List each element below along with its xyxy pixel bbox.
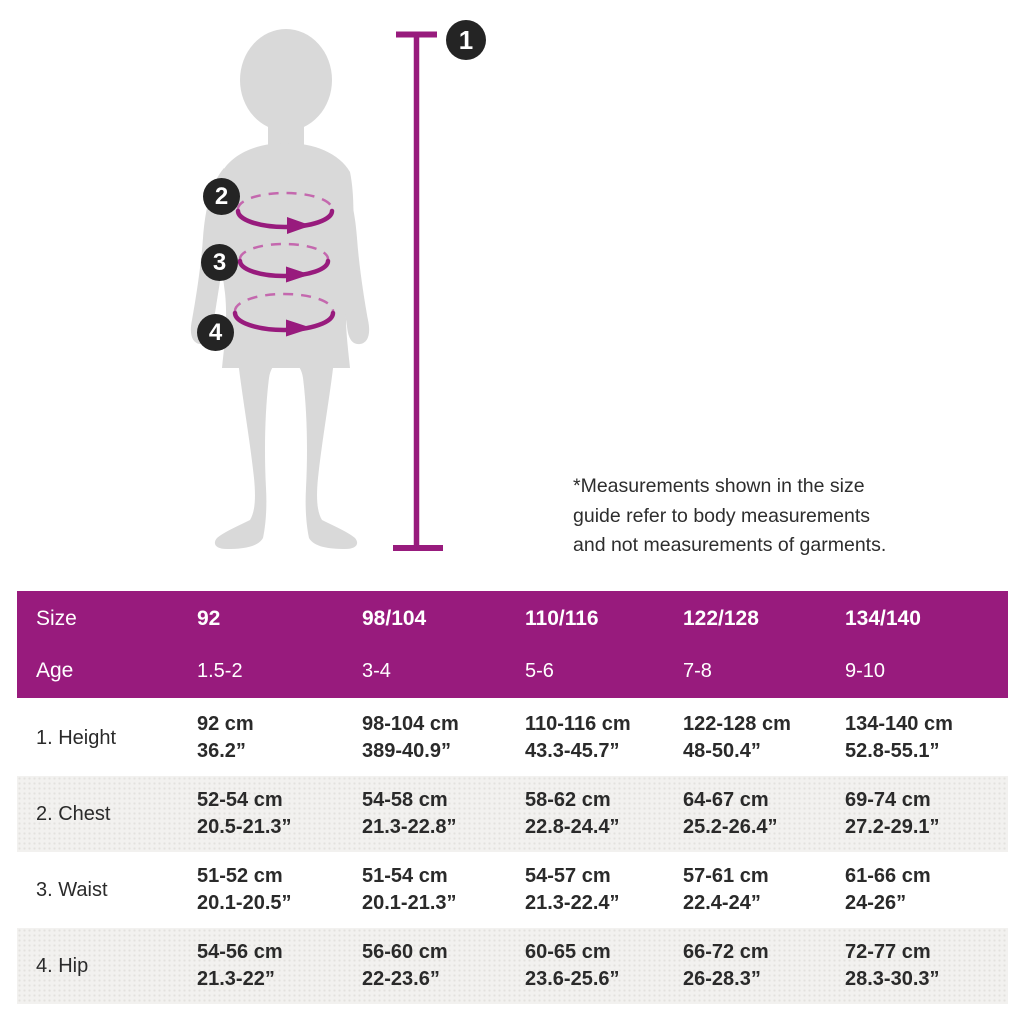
row-label: 2. Chest xyxy=(36,802,111,825)
size-table xyxy=(17,591,1008,1004)
note-line: and not measurements of garments. xyxy=(573,534,887,556)
table-row-hip: 4. Hip 54-56 cm 21.3-22” 56-60 cm 22-23.6” 60-65 cm 23.6-25.6” 66-72 cm 26-28.3” 72-77 cm 28.3-30.3” xyxy=(17,928,1008,1004)
age-header-label: Age xyxy=(36,659,74,682)
size-col-3: 122/128 xyxy=(683,607,759,630)
marker-waist: 3 xyxy=(201,244,238,281)
marker-hip: 4 xyxy=(197,314,234,351)
size-col-1: 98/104 xyxy=(362,607,427,630)
marker-height: 1 xyxy=(446,20,486,60)
table-row-chest: 2. Chest 52-54 cm 20.5-21.3” 54-58 cm 21.3-22.8” 58-62 cm 22.8-24.4” 64-67 cm 25.2-26.4” 69-74 cm 27.2-29.1” xyxy=(17,776,1008,852)
note-line: guide refer to body measurements xyxy=(573,504,870,527)
age-col-4: 9-10 xyxy=(845,660,886,682)
height-measure-line xyxy=(393,35,443,549)
marker-chest: 2 xyxy=(203,178,240,215)
size-col-0: 92 xyxy=(197,607,221,630)
age-col-2: 5-6 xyxy=(525,660,554,682)
table-row-waist: 3. Waist 51-52 cm 20.1-20.5” 51-54 cm 20.1-21.3” 54-57 cm 21.3-22.4” 57-61 cm 22.4-24” 61-66 cm 24-26” xyxy=(17,852,1008,928)
measurement-figure xyxy=(0,0,560,580)
note-line: *Measurements shown in the size xyxy=(573,475,865,497)
size-header-label: Size xyxy=(36,607,77,630)
table-header xyxy=(17,591,1008,698)
size-col-2: 110/116 xyxy=(525,607,599,630)
size-col-4: 134/140 xyxy=(845,607,921,630)
table-row-height: 1. Height 92 cm 36.2” 98-104 cm 389-40.9” 110-116 cm 43.3-45.7” 122-128 cm 48-50.4” 134-140 cm 52.8-55.1” xyxy=(17,700,1008,776)
child-silhouette xyxy=(191,29,369,549)
age-col-3: 7-8 xyxy=(683,660,712,682)
row-label: 1. Height xyxy=(36,726,117,749)
measurement-note xyxy=(573,472,973,561)
age-col-0: 1.5-2 xyxy=(197,660,243,682)
row-label: 3. Waist xyxy=(36,878,108,901)
age-col-1: 3-4 xyxy=(362,660,391,682)
row-label: 4. Hip xyxy=(36,954,89,977)
